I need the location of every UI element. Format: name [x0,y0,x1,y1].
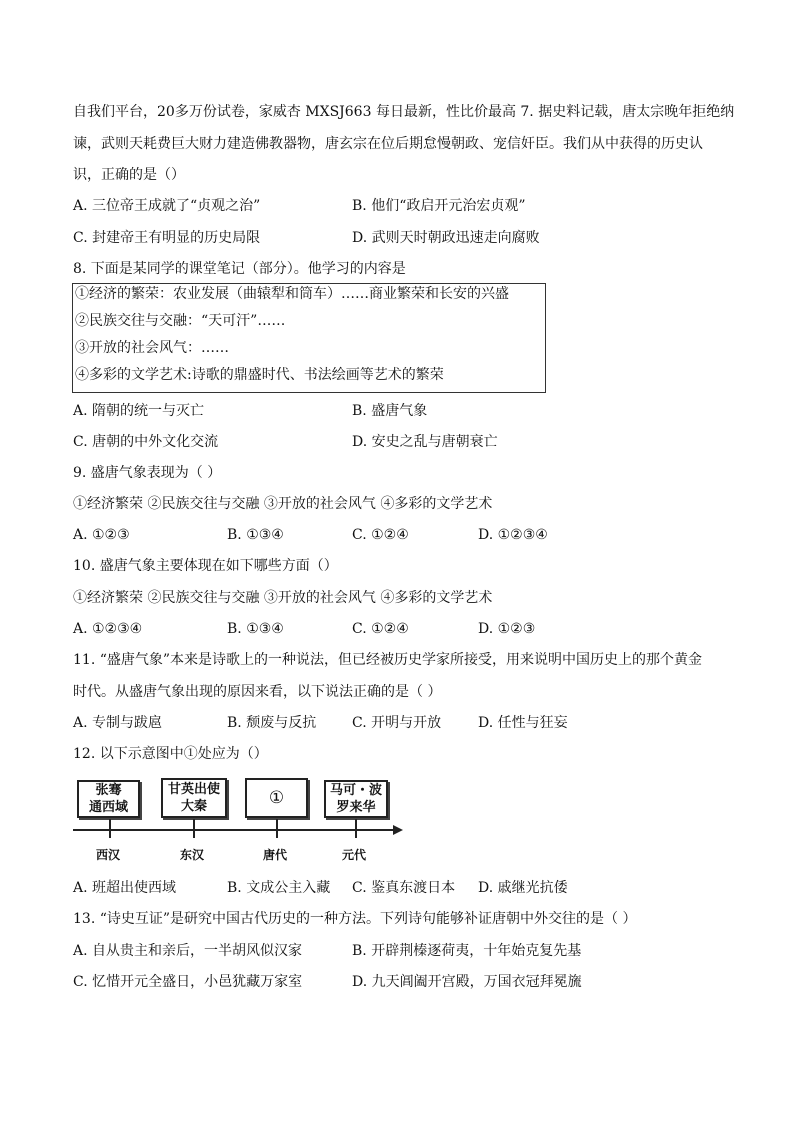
q7-option-b: B. 他们“政启开元治宏贞观” [352,198,526,214]
timeline-tick [109,830,111,838]
q7-option-c: C. 封建帝王有明显的历史局限 [73,230,261,246]
q13-option-b: B. 开辟荆榛逐荷夷，十年始克复先基 [352,943,582,959]
timeline-box-marco-polo [324,780,388,818]
q11-stem-line1: 11. “盛唐气象”本来是诗歌上的一种说法，但已经被历史学家所接受，用来说明中国历史上的那个黄金 [73,652,703,668]
q8-note-4: ④多彩的文学艺术:诗歌的鼎盛时代、书法绘画等艺术的繁荣 [75,367,444,383]
q10-items: ①经济繁荣 ②民族交往与交融 ③开放的社会风气 ④多彩的文学艺术 [73,590,493,606]
timeline-box-line: 张骞 [95,783,122,798]
q8-note-1: ①经济的繁荣：农业发展（曲辕犁和筒车）……商业繁荣和长安的兴盛 [75,286,509,302]
q9-option-d: D. ①②③④ [478,527,548,543]
timeline-box-zhang-qian [77,780,140,818]
timeline-box-line: 罗来华 [336,800,376,815]
q13-option-a: A. 自从贵主和亲后，一半胡风似汉家 [73,943,303,959]
q13-option-d: D. 九天阊阖开宫殿，万国衣冠拜冕旒 [352,974,582,990]
timeline-stem [276,819,278,829]
timeline-label-yuan: 元代 [342,848,367,862]
q12-option-a: A. 班超出使西域 [73,880,177,896]
q11-option-c: C. 开明与开放 [352,715,442,731]
timeline-label-western-han: 西汉 [96,848,121,862]
q8-option-c: C. 唐朝的中外文化交流 [73,434,219,450]
q11-option-a: A. 专制与跋扈 [73,715,163,731]
timeline-tick [276,830,278,838]
q8-option-d: D. 安史之乱与唐朝衰亡 [352,434,498,450]
q8-option-a: A. 隋朝的统一与灭亡 [73,403,205,419]
timeline-tick [355,830,357,838]
q12-option-c: C. 鉴真东渡日本 [352,880,456,896]
q7-stem-line2: 谏，武则天耗费巨大财力建造佛教器物，唐玄宗在位后期怠慢朝政、宠信奸臣。我们从中获得的历史认 [73,136,703,152]
timeline-axis [73,829,395,831]
timeline-label-tang: 唐代 [263,848,288,862]
q10-option-b: B. ①③④ [227,621,284,637]
q7-option-a: A. 三位帝王成就了“贞观之治” [73,198,261,214]
timeline-label-eastern-han: 东汉 [180,848,205,862]
q10-option-d: D. ①②③ [478,621,536,637]
q7-stem-line1: 自我们平台，20多万份试卷，家威杏 MXSJ663 每日最新，性比价最高 7. 据史料记载，唐太宗晚年拒绝纳 [73,104,735,120]
q10-option-c: C. ①②④ [352,621,409,637]
q8-note-3: ③开放的社会风气：…… [75,340,229,356]
q11-option-d: D. 任性与狂妄 [478,715,568,731]
q12-option-d: D. 戚继光抗倭 [478,880,568,896]
q13-option-c: C. 忆惜开元全盛日，小邑犹藏万家室 [73,974,303,990]
q12-stem: 12. 以下示意图中①处应为（） [73,746,268,762]
timeline-box-gan-ying [161,778,227,818]
q9-stem: 9. 盛唐气象表现为（ ） [73,465,222,481]
q9-option-b: B. ①③④ [227,527,284,543]
timeline-box-blank [245,778,308,818]
q7-stem-line3: 识，正确的是（） [73,167,185,183]
q9-option-a: A. ①②③ [73,527,130,543]
timeline-box-line: 大秦 [180,799,207,814]
timeline-stem [355,819,357,829]
q12-option-b: B. 文成公主入藏 [227,880,331,896]
q13-stem: 13. “诗史互证”是研究中国古代历史的一种方法。下列诗句能够补证唐朝中外交往的是（ ） [73,911,637,927]
timeline-box-line: 甘英出使 [167,782,220,797]
timeline-arrow-icon [393,825,403,835]
q9-items: ①经济繁荣 ②民族交往与交融 ③开放的社会风气 ④多彩的文学艺术 [73,496,493,512]
q10-option-a: A. ①②③④ [73,621,143,637]
q10-stem: 10. 盛唐气象主要体现在如下哪些方面（） [73,558,338,574]
timeline-stem [193,819,195,829]
timeline-box-line: ① [268,787,285,808]
q8-stem: 8. 下面是某同学的课堂笔记（部分）。他学习的内容是 [73,261,406,277]
q8-note-2: ②民族交往与交融：“天可汗”…… [75,313,286,329]
timeline-box-line: 通西域 [88,800,128,815]
q7-option-d: D. 武则天时朝政迅速走向腐败 [352,230,540,246]
q9-option-c: C. ①②④ [352,527,409,543]
q11-stem-line2: 时代。从盛唐气象出现的原因来看，以下说法正确的是（ ） [73,684,442,700]
q8-option-b: B. 盛唐气象 [352,403,428,419]
timeline-stem [109,819,111,829]
timeline-box-line: 马可・波 [329,783,382,798]
q11-option-b: B. 颓废与反抗 [227,715,317,731]
timeline-tick [193,830,195,838]
